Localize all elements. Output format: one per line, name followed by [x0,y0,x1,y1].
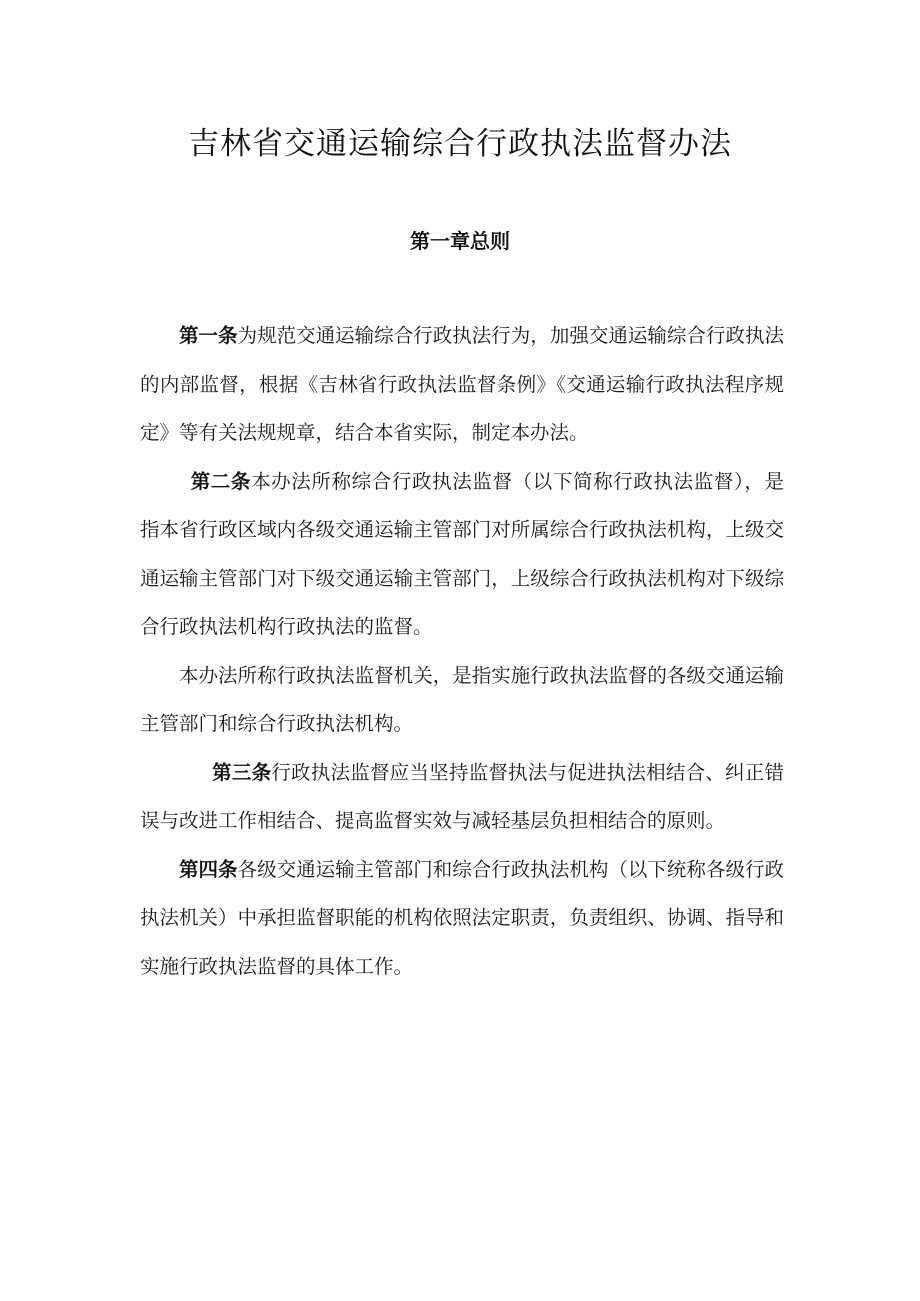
document-title: 吉林省交通运输综合行政执法监督办法 [188,126,732,162]
article-text: 各级交通运输主管部门和综合行政执法机构（以下统称各级行政执法机关）中承担监督职能的机构依照法定职责，负责组织、协调、指导和实施行政执法监督的具体工作。 [140,857,784,978]
article-label: 第三条 [212,760,272,784]
chapter-heading: 第一章总则 [410,229,510,253]
article-2-paragraph-2 [140,652,784,749]
article-text: 本办法所称综合行政执法监督（以下简称行政执法监督），是指本省行政区域内各级交通运输主管部门对所属综合行政执法机构，上级交通运输主管部门对下级交通运输主管部门，上级综合行政执法机构对下级综合行政执法机构行政执法的监督。 [140,469,784,638]
article-text: 行政执法监督应当坚持监督执法与促进执法相结合、纠正错误与改进工作相结合、提高监督实效与减轻基层负担相结合的原则。 [140,760,784,832]
article-2 [140,458,784,652]
article-1 [140,312,784,458]
article-text: 为规范交通运输综合行政执法行为，加强交通运输综合行政执法的内部监督，根据《吉林省行政执法监督条例》《交通运输行政执法程序规定》等有关法规规章，结合本省实际，制定本办法。 [140,324,784,444]
article-3 [140,749,784,846]
article-4 [140,846,784,992]
article-label: 第二条 [190,469,252,493]
article-text: 本办法所称行政执法监督机关，是指实施行政执法监督的各级交通运输主管部门和综合行政执法机构。 [140,663,784,735]
article-label: 第一条 [179,324,238,347]
article-label: 第四条 [179,857,238,881]
document-body [140,312,784,991]
